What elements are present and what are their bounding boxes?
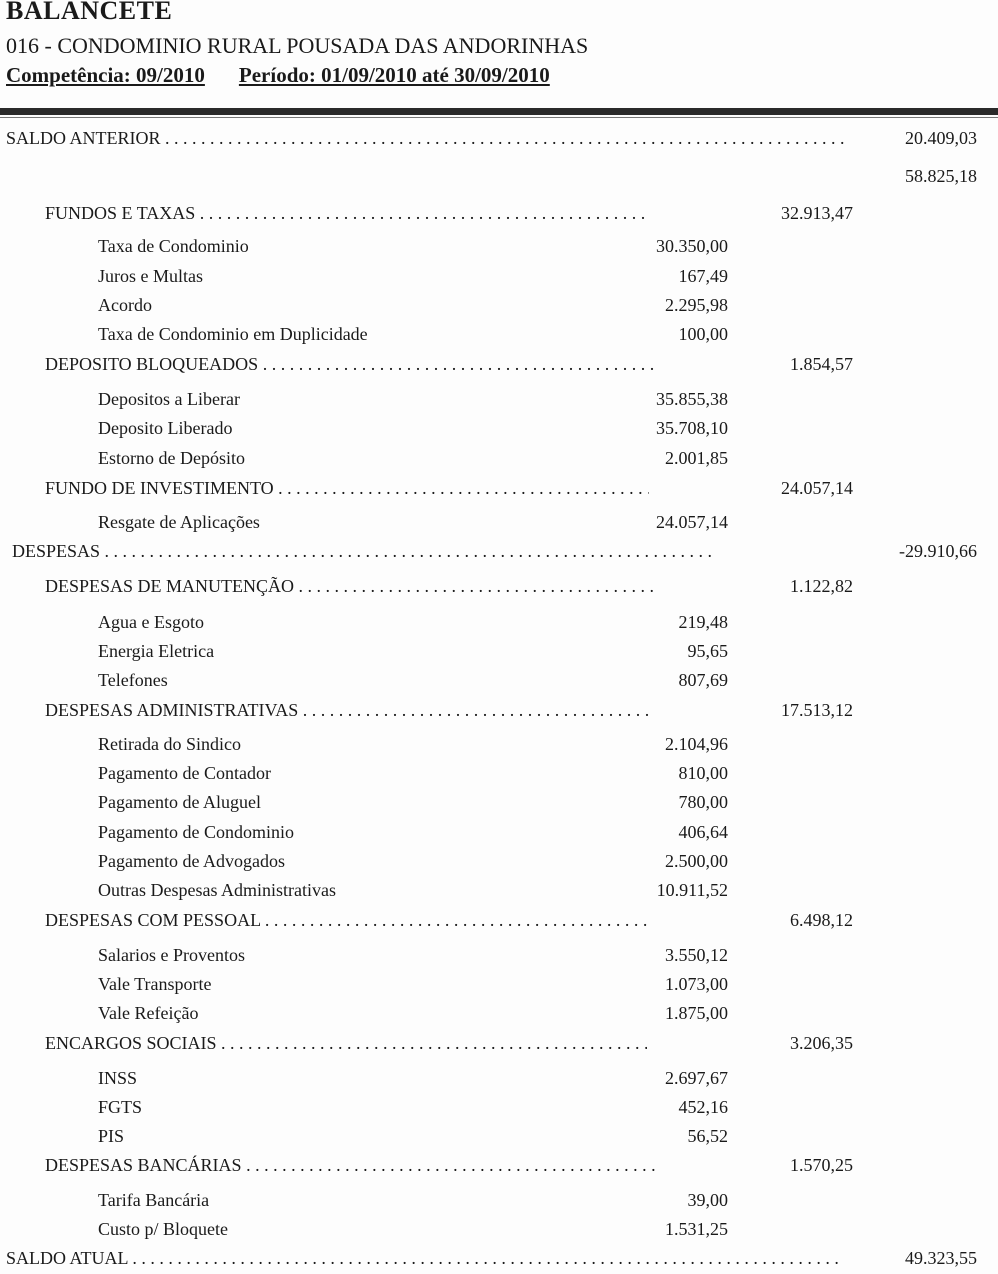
- deposito-group-row: [0, 352, 998, 376]
- fundos-group-row: [0, 201, 998, 225]
- saldo-anterior-label: SALDO ANTERIOR . . .: [6, 126, 844, 150]
- item-value: 2.001,85: [665, 448, 728, 468]
- manutencao-group-row: [0, 574, 998, 598]
- list-item: [0, 322, 998, 346]
- item-value: 807,69: [678, 670, 728, 690]
- item-label: Retirada do Sindico: [98, 734, 241, 754]
- list-item: [0, 293, 998, 317]
- list-item: [0, 668, 998, 692]
- fundos-group-label: FUNDOS E TAXAS . . .: [45, 201, 649, 225]
- receitas-total-row: [0, 164, 998, 188]
- encargos-group-total: 3.206,35: [790, 1033, 853, 1053]
- item-label: Acordo: [98, 295, 152, 315]
- item-label: INSS: [98, 1068, 138, 1088]
- item-value: 452,16: [678, 1097, 728, 1117]
- list-item: [0, 1066, 998, 1090]
- list-item: [0, 387, 998, 411]
- saldo-anterior-value: 20.409,03: [905, 128, 977, 148]
- list-item: [0, 446, 998, 470]
- list-item: [0, 1001, 998, 1025]
- manutencao-group-total: 1.122,82: [790, 576, 853, 596]
- condominium-name: 016 - CONDOMINIO RURAL POUSADA DAS ANDORINHAS: [6, 33, 589, 58]
- item-value: 406,64: [678, 822, 728, 842]
- item-value: 35.708,10: [656, 418, 728, 438]
- deposito-group-total: 1.854,57: [790, 354, 853, 374]
- item-label: Deposito Liberado: [98, 418, 233, 438]
- item-label: Outras Despesas Administrativas: [98, 880, 336, 900]
- item-value: 2.697,67: [665, 1068, 728, 1088]
- list-item: [0, 1124, 998, 1148]
- investimento-group-label: FUNDO DE INVESTIMENTO . . .: [45, 476, 649, 500]
- list-item: [0, 416, 998, 440]
- list-item: [0, 234, 998, 258]
- item-value: 10.911,52: [656, 880, 728, 900]
- pessoal-group-total: 6.498,12: [790, 910, 853, 930]
- item-value: 100,00: [678, 324, 728, 344]
- bancarias-group-total: 1.570,25: [790, 1155, 853, 1175]
- list-item: [0, 943, 998, 967]
- manutencao-group-label: DESPESAS DE MANUTENÇÃO . . .: [45, 574, 655, 598]
- administrativas-group-label: DESPESAS ADMINISTRATIVAS . . .: [45, 698, 649, 722]
- saldo-atual-value: 49.323,55: [905, 1248, 977, 1268]
- item-label: Tarifa Bancária: [98, 1190, 210, 1210]
- item-value: 1.073,00: [665, 974, 728, 994]
- item-value: 2.295,98: [665, 295, 728, 315]
- period-line: [6, 63, 550, 88]
- list-item: [0, 820, 998, 844]
- periodo-label: Período: 01/09/2010 até 30/09/2010: [238, 63, 550, 87]
- list-item: [0, 761, 998, 785]
- administrativas-group-row: [0, 698, 998, 722]
- item-label: Juros e Multas: [98, 266, 203, 286]
- item-label: Vale Refeição: [98, 1003, 199, 1023]
- despesas-row: [0, 539, 998, 563]
- header-rule: [0, 108, 998, 115]
- item-label: PIS: [98, 1126, 125, 1146]
- despesas-label: DESPESAS . . .: [12, 539, 712, 563]
- item-value: 39,00: [687, 1190, 728, 1210]
- administrativas-group-total: 17.513,12: [781, 700, 853, 720]
- item-value: 2.500,00: [665, 851, 728, 871]
- list-item: [0, 1095, 998, 1119]
- item-label: FGTS: [98, 1097, 143, 1117]
- item-label: Energia Eletrica: [98, 641, 215, 661]
- item-label: Agua e Esgoto: [98, 612, 204, 632]
- item-label: Estorno de Depósito: [98, 448, 245, 468]
- bancarias-group-label: DESPESAS BANCÁRIAS . . .: [45, 1153, 655, 1177]
- item-value: 35.855,38: [656, 389, 728, 409]
- despesas-total: -29.910,66: [899, 541, 977, 561]
- item-label: Pagamento de Condominio: [98, 822, 294, 842]
- item-value: 1.531,25: [665, 1219, 728, 1239]
- list-item: [0, 878, 998, 902]
- item-value: 3.550,12: [665, 945, 728, 965]
- list-item: [0, 849, 998, 873]
- item-value: 219,48: [678, 612, 728, 632]
- item-label: Depositos a Liberar: [98, 389, 240, 409]
- item-label: Taxa de Condominio em Duplicidade: [98, 324, 368, 344]
- fundos-group-total: 32.913,47: [781, 203, 853, 223]
- pessoal-group-row: [0, 908, 998, 932]
- item-label: Resgate de Aplicações: [98, 512, 260, 532]
- investimento-group-total: 24.057,14: [781, 478, 853, 498]
- list-item: [0, 610, 998, 634]
- encargos-group-row: [0, 1031, 998, 1055]
- item-label: Vale Transporte: [98, 974, 212, 994]
- report-title: BALANCETE: [6, 0, 173, 25]
- item-label: Salarios e Proventos: [98, 945, 245, 965]
- list-item: [0, 639, 998, 663]
- item-value: 30.350,00: [656, 236, 728, 256]
- list-item: [0, 1217, 998, 1241]
- item-value: 167,49: [678, 266, 728, 286]
- header-rule-thin: [0, 117, 998, 118]
- receitas-total-value: 58.825,18: [905, 166, 977, 186]
- competencia-label: Competência: 09/2010: [6, 63, 205, 87]
- item-value: 56,52: [687, 1126, 728, 1146]
- item-label: Custo p/ Bloquete: [98, 1219, 228, 1239]
- saldo-atual-label: SALDO ATUAL . . .: [6, 1246, 842, 1270]
- item-label: Pagamento de Advogados: [98, 851, 285, 871]
- item-value: 780,00: [678, 792, 728, 812]
- item-label: Pagamento de Aluguel: [98, 792, 261, 812]
- list-item: [0, 510, 998, 534]
- list-item: [0, 732, 998, 756]
- deposito-group-label: DEPOSITO BLOQUEADOS . . .: [45, 352, 655, 376]
- list-item: [0, 264, 998, 288]
- list-item: [0, 972, 998, 996]
- item-value: 95,65: [687, 641, 728, 661]
- bancarias-group-row: [0, 1153, 998, 1177]
- saldo-anterior-row: [0, 126, 998, 150]
- item-label: Pagamento de Contador: [98, 763, 271, 783]
- item-value: 810,00: [678, 763, 728, 783]
- item-value: 24.057,14: [656, 512, 728, 532]
- item-value: 2.104,96: [665, 734, 728, 754]
- item-value: 1.875,00: [665, 1003, 728, 1023]
- list-item: [0, 790, 998, 814]
- list-item: [0, 1188, 998, 1212]
- saldo-atual-row: [0, 1246, 998, 1270]
- item-label: Telefones: [98, 670, 168, 690]
- encargos-group-label: ENCARGOS SOCIAIS . . .: [45, 1031, 647, 1055]
- investimento-group-row: [0, 476, 998, 500]
- pessoal-group-label: DESPESAS COM PESSOAL . . .: [45, 908, 649, 932]
- item-label: Taxa de Condominio: [98, 236, 249, 256]
